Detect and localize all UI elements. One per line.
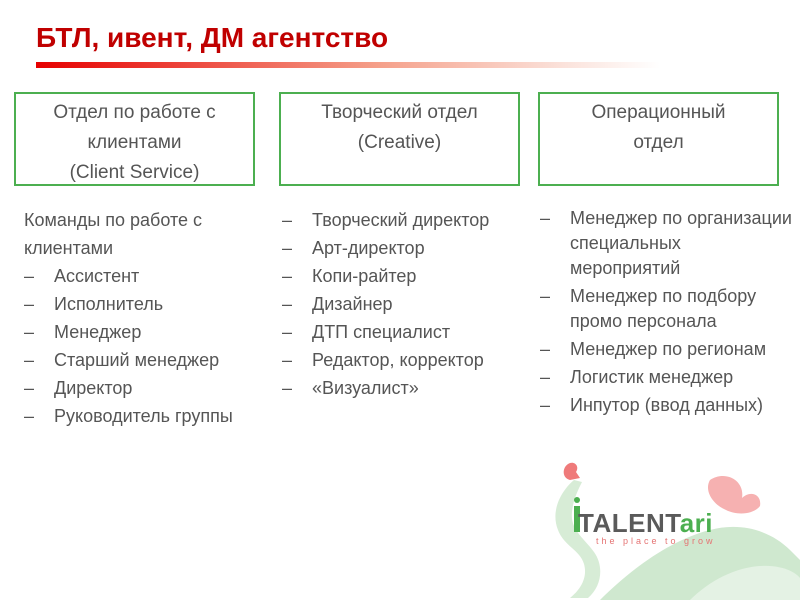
department-creative — [279, 92, 520, 186]
list-item: – Менеджер по организации специальных мероприятий — [540, 206, 795, 281]
list-item: – Копи-райтер — [282, 262, 532, 290]
list-item: – Дизайнер — [282, 290, 532, 318]
title-underline — [36, 62, 660, 68]
column-intro: Команды по работе с — [24, 210, 203, 230]
department-line: клиентами — [87, 132, 182, 153]
department-line: Операционный — [591, 102, 726, 123]
list-item: – Редактор, корректор — [282, 346, 532, 374]
list-item: – ДТП специалист — [282, 318, 532, 346]
list-item: – Инпутор (ввод данных) — [540, 393, 795, 418]
list-item: – Исполнитель — [24, 290, 274, 318]
department-line: (Creative) — [357, 132, 442, 153]
department-line: Отдел по работе с — [53, 102, 216, 123]
operational-roles-list — [540, 206, 795, 418]
creative-column — [282, 206, 532, 402]
department-line: отдел — [633, 132, 684, 153]
list-item: – Творческий директор — [282, 206, 532, 234]
list-item: – Менеджер — [24, 318, 274, 346]
department-line: (Client Service) — [69, 162, 200, 183]
client-service-column — [24, 206, 274, 430]
operational-column — [540, 206, 795, 421]
list-item: – Логистик менеджер — [540, 365, 795, 390]
creative-roles-list — [282, 206, 532, 402]
logo-wordmark — [578, 508, 713, 539]
list-item: – Старший менеджер — [24, 346, 274, 374]
list-item: – Менеджер по подбору промо персонала — [540, 284, 795, 334]
logo-name-main: TALENT — [578, 508, 680, 538]
client-roles-list — [24, 262, 274, 430]
department-line: Творческий отдел — [321, 102, 478, 123]
department-operational — [538, 92, 779, 186]
list-item: – Руководитель группы — [24, 402, 274, 430]
page-title: БТЛ, ивент, ДМ агентство — [36, 22, 389, 53]
list-item: – Ассистент — [24, 262, 274, 290]
list-item: – Менеджер по регионам — [540, 337, 795, 362]
list-item: – Директор — [24, 374, 274, 402]
column-intro: клиентами — [24, 238, 114, 258]
logo-tagline: the place to grow — [596, 536, 716, 546]
logo-name-accent: ari — [679, 508, 713, 538]
department-client-service — [14, 92, 255, 186]
list-item: – Арт-директор — [282, 234, 532, 262]
list-item: – «Визуалист» — [282, 374, 532, 402]
